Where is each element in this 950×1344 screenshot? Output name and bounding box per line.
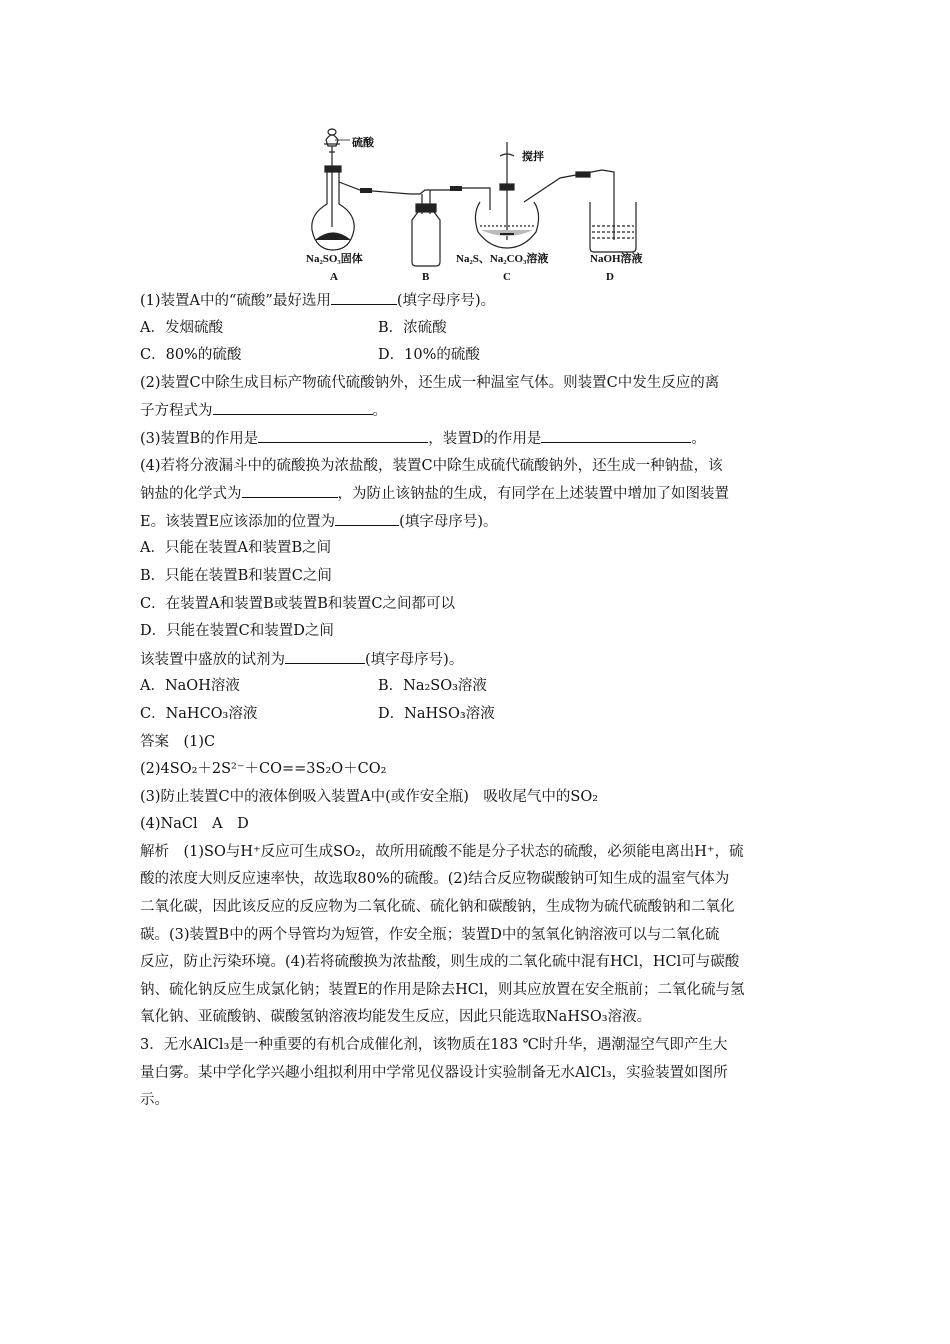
tube-connector-ab (360, 188, 372, 193)
q4-option-b: B．只能在装置B和装置C之间 (140, 567, 332, 584)
analysis-line-3: 二氧化碳，因此该反应的反应物为二氧化硫、硫化钠和碳酸钠，生成物为硫代硫酸钠和二氧化 (140, 899, 735, 916)
q2-line-2: 子方程式为 。 (140, 397, 820, 425)
q3-next-line-2: 量白雾。某中学化学兴趣小组拟利用中学常见仪器设计实验制备无水AlCl₃，实验装置如图所 (140, 1064, 728, 1081)
q4-option-d: D．只能在装置C和装置D之间 (140, 623, 334, 640)
answer-line-2: (2)4SO₂＋2S²⁻＋CO==3S₂O＋CO₂ (140, 761, 387, 778)
q1-stem: (1)装置A中的“硫酸”最好选用 (填字母序号)。 (140, 287, 820, 315)
apparatus-d (590, 170, 636, 252)
q3-line: (3)装置B的作用是 ，装置D的作用是 。 (140, 425, 820, 453)
q4-line-3: E。该装置E应该添加的位置为 (填字母序号)。 (140, 508, 820, 536)
q4-line-1: (4)若将分液漏斗中的硫酸换为浓盐酸，装置C中除生成硫代硫酸钠外，还生成一种钠盐，该 (140, 457, 723, 474)
answer-line-1: 答案 (1)C (140, 733, 216, 750)
answer-blank (258, 425, 428, 443)
reagent-option-b: B．Na₂SO₃溶液 (378, 678, 487, 695)
answer-blank (335, 508, 399, 526)
analysis-line-5: 反应，防止污染环境。(4)若将硫酸换为浓盐酸，则生成的二氧化硫中混有HCl，HCl可与碳酸 (140, 954, 740, 971)
reagent-label-a: Na₂SO₃固体 (306, 253, 363, 265)
q1-options-row-1 (140, 315, 820, 343)
q4-reagent-row-1 (140, 673, 820, 701)
q4-line-2: 钠盐的化学式为 ，为防止该钠盐的生成，有同学在上述装置中增加了如图装置 (140, 480, 820, 508)
q4-option-c: C．在装置A和装置B或装置B和装置C之间都可以 (140, 595, 455, 612)
q1-options-row-2 (140, 342, 820, 370)
answer-blank (242, 480, 338, 498)
option-c: C．80%的硫酸 (140, 347, 242, 364)
reagent-option-a: A．NaOH溶液 (140, 678, 240, 695)
analysis-line-6: 钠、硫化钠反应生成氯化钠；装置E的作用是除去HCl，则其应放置在安全瓶前；二氧化硫与氢 (140, 981, 745, 998)
letter-label-a: A (330, 271, 338, 283)
analysis-line-1: 解析 (1)SO与H⁺反应可生成SO₂，故所用硫酸不能是分子状态的硫酸，必须能电离出H⁺，硫 (140, 843, 744, 860)
answer-blank (541, 425, 691, 443)
reagent-label-d: NaOH溶液 (590, 253, 643, 265)
q4-option-a: A．只能在装置A和装置B之间 (140, 540, 332, 557)
q4-reagent-stem: 该装置中盛放的试剂为 (填字母序号)。 (140, 646, 820, 674)
reagent-option-d: D．NaHSO₃溶液 (378, 705, 495, 722)
option-a: A．发烟硫酸 (140, 319, 223, 336)
letter-label-d: D (606, 271, 614, 283)
analysis-line-4: 碳。(3)装置B中的两个导管均为短管，作安全瓶；装置D中的氢氧化钠溶液可以与二氧化硫 (140, 926, 720, 943)
letter-label-b: B (422, 271, 430, 283)
question-content (140, 287, 820, 1115)
funnel-label: 硫酸 (352, 137, 374, 149)
analysis-label: 解析 (140, 843, 169, 860)
q4-reagent-row-2 (140, 701, 820, 729)
option-d: D．10%的硫酸 (378, 347, 480, 364)
q3-next-line-1: 3．无水AlCl₃是一种重要的有机合成催化剂，该物质在183 ℃时升华，遇潮湿空气即产生大 (140, 1037, 728, 1054)
apparatus-diagram (300, 122, 660, 287)
analysis-line-7: 氧化钠、亚硫酸钠、碳酸氢钠溶液均能发生反应，因此只能选取NaHSO₃溶液。 (140, 1009, 652, 1026)
stir-label: 搅拌 (522, 151, 544, 163)
answer-blank (331, 287, 397, 305)
answer-blank (213, 397, 373, 415)
q2-line-1: (2)装置C中除生成目标产物硫代硫酸钠外，还生成一种温室气体。则装置C中发生反应的离 (140, 374, 720, 391)
analysis-line-2: 酸的浓度大则反应速率快，故选取80%的硫酸。(2)结合反应物碳酸钠可知生成的温室气体为 (140, 871, 730, 888)
reagent-label-c: Na₂S、Na₂CO₃溶液 (456, 253, 549, 265)
answer-label: 答案 (140, 733, 169, 750)
answer-line-4: (4)NaCl A D (140, 816, 249, 833)
apparatus-b (410, 190, 460, 266)
apparatus-figure (300, 122, 660, 287)
q3-next-line-3: 示。 (140, 1092, 169, 1109)
answer-line-3: (3)防止装置C中的液体倒吸入装置A中(或作安全瓶) 吸收尾气中的SO₂ (140, 788, 599, 805)
tube-connector-bc (450, 186, 462, 191)
answer-blank (285, 646, 365, 664)
letter-label-c: C (503, 271, 511, 283)
reagent-option-c: C．NaHCO₃溶液 (140, 705, 258, 722)
option-b: B．浓硫酸 (378, 319, 447, 336)
